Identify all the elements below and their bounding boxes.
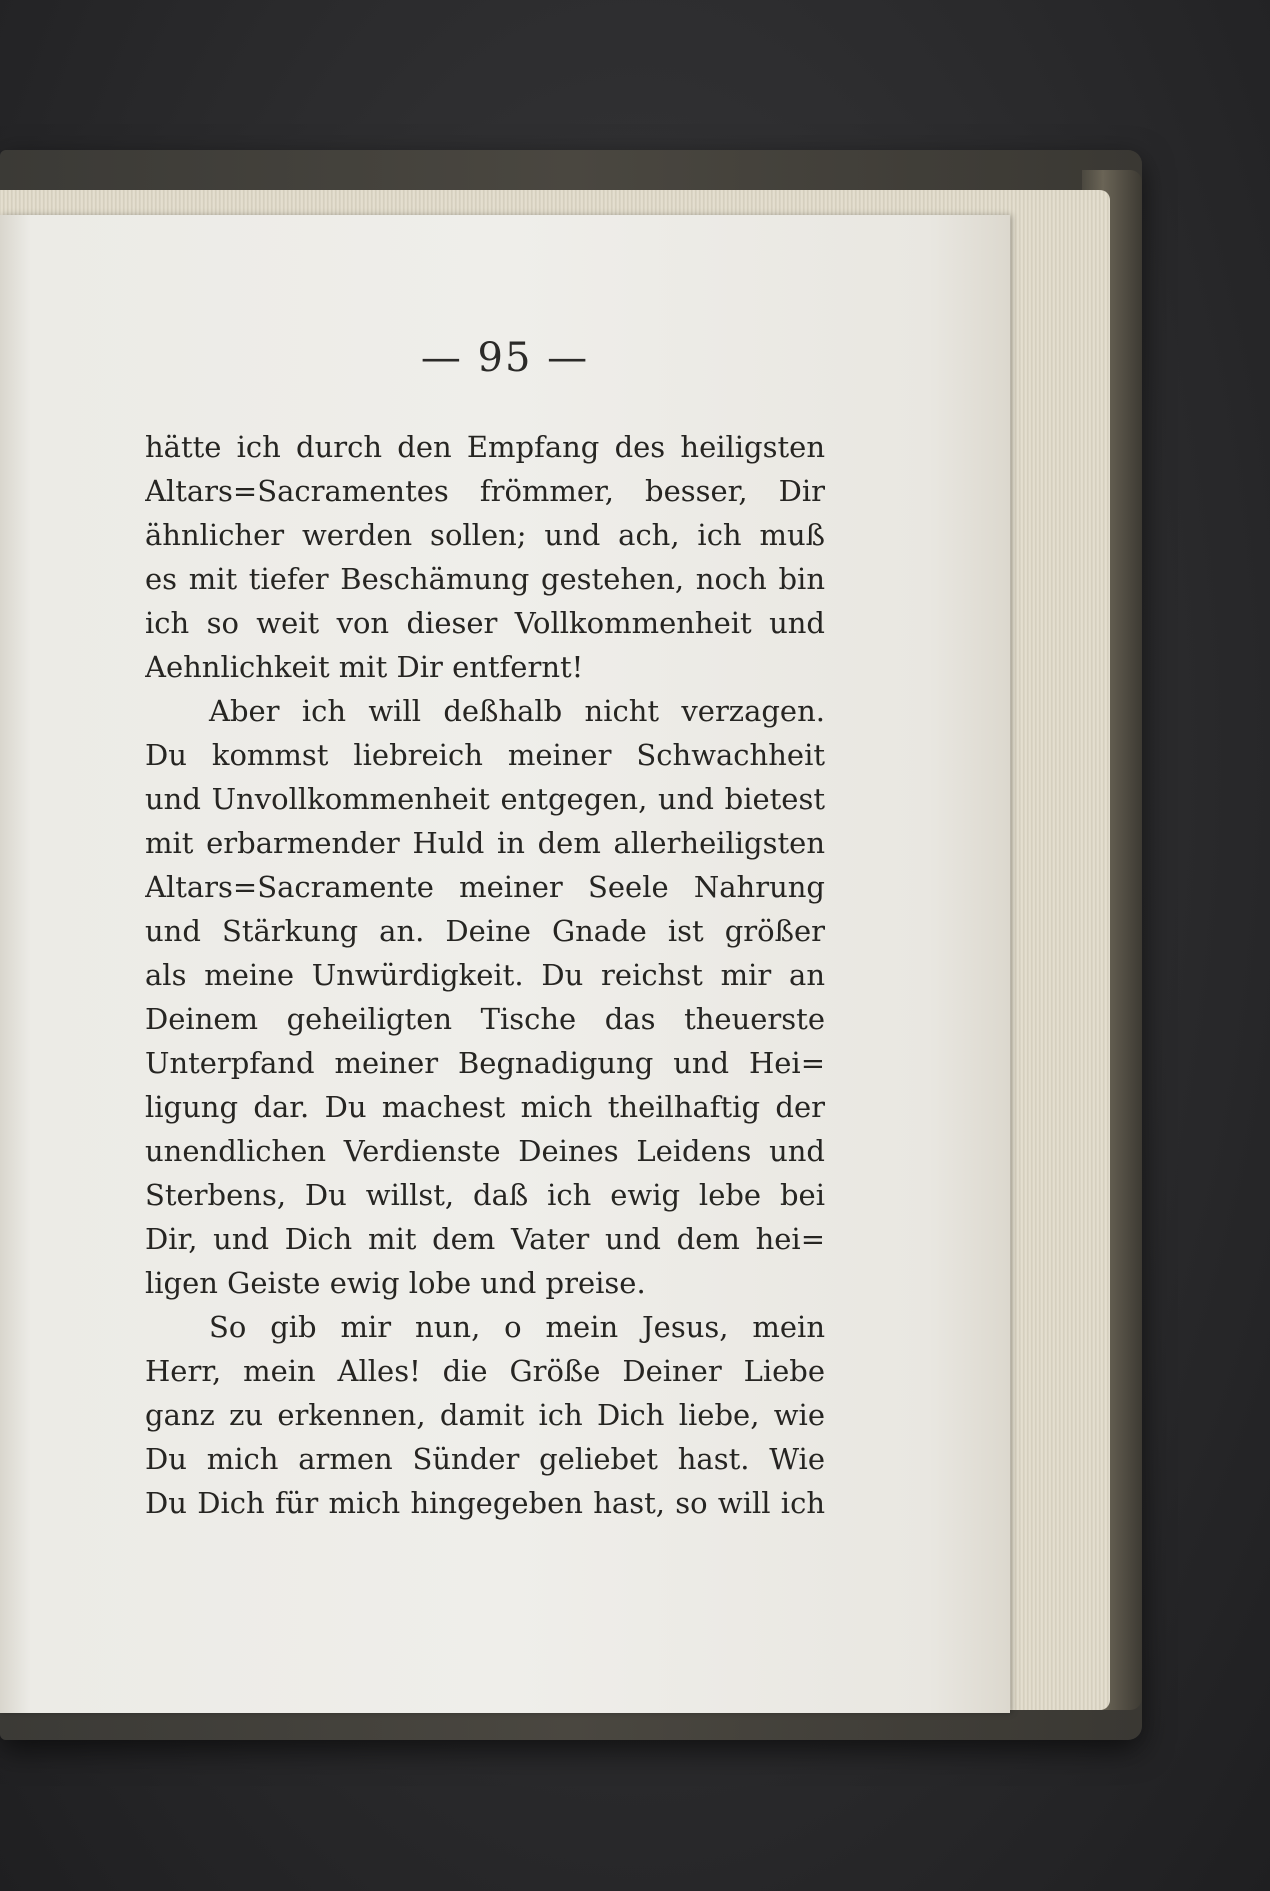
- text-line: Deinem geheiligten Tische das theuerste: [145, 1002, 825, 1036]
- text-line: Altars=Sacramentes frömmer, besser, Dir: [145, 474, 825, 508]
- text-line: und Unvollkommenheit entgegen, und bietest: [145, 782, 825, 816]
- text-line: Sterbens, Du willst, daß ich ewig lebe bei: [145, 1178, 825, 1212]
- text-line: und Stärkung an. Deine Gnade ist größer: [145, 914, 825, 948]
- page-number: — 95 —: [420, 335, 590, 381]
- text-line: Du Dich für mich hingegeben hast, so will ich: [145, 1486, 825, 1520]
- text-line: ähnlicher werden sollen; und ach, ich muß: [145, 518, 825, 552]
- text-line: So gib mir nun, o mein Jesus, mein: [209, 1310, 825, 1344]
- text-line: Herr, mein Alles! die Größe Deiner Liebe: [145, 1354, 825, 1388]
- text-line: ganz zu erkennen, damit ich Dich liebe, wie: [145, 1398, 825, 1432]
- text-line: mit erbarmender Huld in dem allerheiligsten: [145, 826, 825, 860]
- text-line: es mit tiefer Beschämung gestehen, noch bin: [145, 562, 825, 596]
- text-line: ligen Geiste ewig lobe und preise.: [145, 1266, 646, 1300]
- text-line: hätte ich durch den Empfang des heiligsten: [145, 430, 825, 464]
- text-line: Du mich armen Sünder geliebet hast. Wie: [145, 1442, 825, 1476]
- text-line: Altars=Sacramente meiner Seele Nahrung: [145, 870, 825, 904]
- text-line: unendlichen Verdienste Deines Leidens und: [145, 1134, 825, 1168]
- text-line: ligung dar. Du machest mich theilhaftig der: [145, 1090, 825, 1124]
- text-line: Dir, und Dich mit dem Vater und dem hei=: [145, 1222, 825, 1256]
- text-line: Unterpfand meiner Begnadigung und Hei=: [145, 1046, 825, 1080]
- text-line: Aehnlichkeit mit Dir entfernt!: [145, 650, 584, 684]
- text-line: ich so weit von dieser Vollkommenheit und: [145, 606, 825, 640]
- text-line: Du kommst liebreich meiner Schwachheit: [145, 738, 825, 772]
- page-text: [145, 425, 825, 1575]
- text-line: Aber ich will deßhalb nicht verzagen.: [209, 694, 825, 728]
- text-line: als meine Unwürdigkeit. Du reichst mir an: [145, 958, 825, 992]
